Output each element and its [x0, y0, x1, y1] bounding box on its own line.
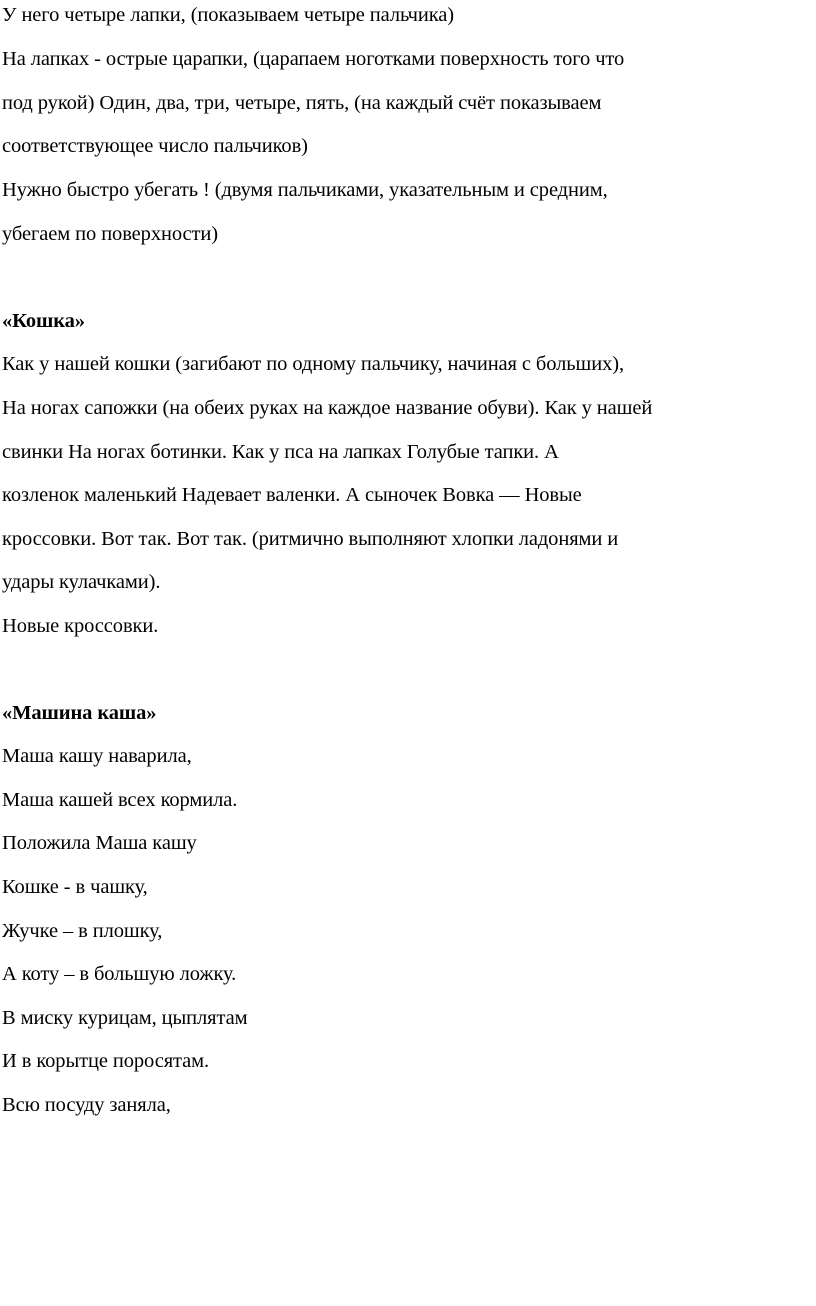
poem-line: Маша кашей всех кормила.: [2, 789, 238, 811]
text-line: соответствующее число пальчиков): [2, 135, 308, 157]
section-title-kasha: «Машина каша»: [2, 702, 157, 724]
text-line: Новые кроссовки.: [2, 615, 159, 637]
poem-line: В миску курицам, цыплятам: [2, 1007, 248, 1029]
poem-line: Жучке – в плошку,: [2, 920, 163, 942]
poem-line: Маша кашу наварила,: [2, 745, 192, 767]
text-line: удары кулачками).: [2, 571, 161, 593]
text-line: На ногах сапожки (на обеих руках на каждое название обуви). Как у нашей: [2, 397, 653, 419]
section-title-koshka: «Кошка»: [2, 310, 85, 332]
text-line: убегаем по поверхности): [2, 223, 218, 245]
text-line: Как у нашей кошки (загибают по одному пальчику, начиная с больших),: [2, 353, 624, 375]
text-line: свинки На ногах ботинки. Как у пса на лапках Голубые тапки. А: [2, 441, 559, 463]
text-line: У него четыре лапки, (показываем четыре пальчика): [2, 4, 455, 26]
text-line: кроссовки. Вот так. Вот так. (ритмично выполняют хлопки ладонями и: [2, 528, 619, 550]
text-line: Нужно быстро убегать ! (двумя пальчиками, указательным и средним,: [2, 179, 608, 201]
poem-line: А коту – в большую ложку.: [2, 963, 237, 985]
text-line: под рукой) Один, два, три, четыре, пять, (на каждый счёт показываем: [2, 92, 602, 114]
text-line: На лапках - острые царапки, (царапаем ноготками поверхность того что: [2, 48, 625, 70]
poem-line: Положила Маша кашу: [2, 832, 197, 854]
poem-line: Кошке - в чашку,: [2, 876, 148, 898]
text-line: козленок маленький Надевает валенки. А сыночек Вовка — Новые: [2, 484, 582, 506]
poem-line: Всю посуду заняла,: [2, 1094, 171, 1116]
poem-line: И в корытце поросятам.: [2, 1050, 210, 1072]
